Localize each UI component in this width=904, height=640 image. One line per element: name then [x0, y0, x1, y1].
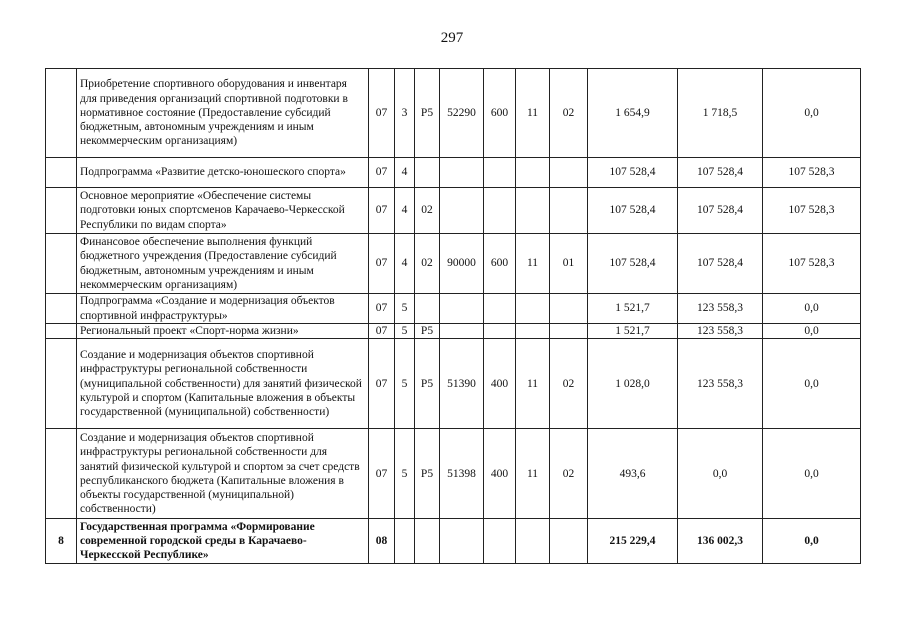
code-subsection — [550, 519, 588, 564]
code-direction: 51398 — [440, 429, 484, 519]
value-year-2: 123 558,3 — [678, 324, 763, 339]
code-section-2 — [516, 158, 550, 188]
value-year-2: 107 528,4 — [678, 234, 763, 294]
table-row — [46, 324, 861, 339]
row-name: Государственная программа «Формирование современной городской среды в Карачаево-Черкесской Республике» — [77, 519, 369, 564]
value-year-1: 107 528,4 — [588, 158, 678, 188]
code-subprogram: 3 — [395, 69, 415, 158]
value-year-2: 123 558,3 — [678, 339, 763, 429]
row-name: Приобретение спортивного оборудования и инвентаря для приведения организаций спортивной подготовки в нормативное состояние (Предоставление субсидий бюджетным, автономным учреждениям и иным некоммерческим организациям) — [77, 69, 369, 158]
code-section: 07 — [369, 324, 395, 339]
code-section: 07 — [369, 69, 395, 158]
budget-table — [45, 68, 861, 564]
code-expense-type — [484, 324, 516, 339]
code-direction: 51390 — [440, 339, 484, 429]
code-subsection — [550, 158, 588, 188]
code-section-2: 11 — [516, 339, 550, 429]
code-expense-type — [484, 519, 516, 564]
row-number — [46, 429, 77, 519]
code-direction — [440, 158, 484, 188]
code-section: 08 — [369, 519, 395, 564]
value-year-3: 0,0 — [763, 519, 861, 564]
code-section-2: 11 — [516, 429, 550, 519]
row-number — [46, 324, 77, 339]
value-year-3: 107 528,3 — [763, 188, 861, 234]
code-subprogram: 4 — [395, 234, 415, 294]
row-number — [46, 69, 77, 158]
code-subsection: 02 — [550, 429, 588, 519]
code-event: 02 — [415, 188, 440, 234]
row-name: Подпрограмма «Создание и модернизация объектов спортивной инфраструктуры» — [77, 294, 369, 324]
code-event — [415, 519, 440, 564]
value-year-3: 0,0 — [763, 294, 861, 324]
code-section: 07 — [369, 294, 395, 324]
value-year-3: 0,0 — [763, 324, 861, 339]
code-event: P5 — [415, 69, 440, 158]
code-section: 07 — [369, 429, 395, 519]
row-name: Создание и модернизация объектов спортивной инфраструктуры региональной собственности для занятий физической культурой и спортом за счет средств республиканского бюджета (Капитальные вложения в объекты государственной (муниципальной) собственности) — [77, 429, 369, 519]
value-year-2: 1 718,5 — [678, 69, 763, 158]
code-event: P5 — [415, 429, 440, 519]
row-name: Подпрограмма «Развитие детско-юношеского спорта» — [77, 158, 369, 188]
code-event: 02 — [415, 234, 440, 294]
code-subsection — [550, 294, 588, 324]
code-subprogram: 5 — [395, 339, 415, 429]
code-event: P5 — [415, 324, 440, 339]
code-direction — [440, 324, 484, 339]
code-event — [415, 158, 440, 188]
code-expense-type — [484, 158, 516, 188]
code-direction: 90000 — [440, 234, 484, 294]
code-subprogram: 5 — [395, 294, 415, 324]
code-direction: 52290 — [440, 69, 484, 158]
row-number — [46, 188, 77, 234]
value-year-2: 107 528,4 — [678, 158, 763, 188]
value-year-1: 215 229,4 — [588, 519, 678, 564]
value-year-1: 107 528,4 — [588, 234, 678, 294]
value-year-1: 1 521,7 — [588, 324, 678, 339]
value-year-3: 0,0 — [763, 339, 861, 429]
value-year-3: 107 528,3 — [763, 158, 861, 188]
code-section: 07 — [369, 339, 395, 429]
code-subsection — [550, 188, 588, 234]
table-row — [46, 158, 861, 188]
code-section-2: 11 — [516, 234, 550, 294]
row-name: Создание и модернизация объектов спортивной инфраструктуры региональной собственности (муниципальной собственности) для занятий физической культурой и спортом (Капитальные вложения в объекты государственной (муниципальной) собственности) — [77, 339, 369, 429]
row-number — [46, 339, 77, 429]
row-number: 8 — [46, 519, 77, 564]
code-subprogram: 5 — [395, 324, 415, 339]
table-row — [46, 234, 861, 294]
code-expense-type — [484, 294, 516, 324]
table-row — [46, 294, 861, 324]
value-year-3: 107 528,3 — [763, 234, 861, 294]
code-section-2 — [516, 294, 550, 324]
code-subprogram — [395, 519, 415, 564]
code-direction — [440, 294, 484, 324]
code-expense-type: 400 — [484, 339, 516, 429]
table-row — [46, 188, 861, 234]
code-subsection: 02 — [550, 339, 588, 429]
code-subprogram: 4 — [395, 188, 415, 234]
code-section-2 — [516, 519, 550, 564]
code-expense-type — [484, 188, 516, 234]
code-section-2 — [516, 324, 550, 339]
code-section: 07 — [369, 158, 395, 188]
value-year-1: 493,6 — [588, 429, 678, 519]
row-name: Финансовое обеспечение выполнения функций бюджетного учреждения (Предоставление субсидий бюджетным, автономным учреждениям и иным некоммерческим организациям) — [77, 234, 369, 294]
code-subsection — [550, 324, 588, 339]
code-subsection: 02 — [550, 69, 588, 158]
code-expense-type: 400 — [484, 429, 516, 519]
value-year-2: 123 558,3 — [678, 294, 763, 324]
code-section-2: 11 — [516, 69, 550, 158]
code-event: P5 — [415, 339, 440, 429]
code-section: 07 — [369, 234, 395, 294]
value-year-3: 0,0 — [763, 429, 861, 519]
row-number — [46, 294, 77, 324]
table-row — [46, 339, 861, 429]
table-row — [46, 69, 861, 158]
code-subprogram: 4 — [395, 158, 415, 188]
code-expense-type: 600 — [484, 234, 516, 294]
code-section: 07 — [369, 188, 395, 234]
row-number — [46, 158, 77, 188]
value-year-1: 1 654,9 — [588, 69, 678, 158]
page-number: 297 — [440, 30, 464, 46]
code-subsection: 01 — [550, 234, 588, 294]
table-row — [46, 429, 861, 519]
code-direction — [440, 188, 484, 234]
row-name: Региональный проект «Спорт-норма жизни» — [77, 324, 369, 339]
value-year-1: 1 521,7 — [588, 294, 678, 324]
value-year-3: 0,0 — [763, 69, 861, 158]
row-number — [46, 234, 77, 294]
code-section-2 — [516, 188, 550, 234]
value-year-2: 107 528,4 — [678, 188, 763, 234]
code-expense-type: 600 — [484, 69, 516, 158]
code-direction — [440, 519, 484, 564]
code-event — [415, 294, 440, 324]
value-year-1: 1 028,0 — [588, 339, 678, 429]
value-year-2: 136 002,3 — [678, 519, 763, 564]
row-name: Основное мероприятие «Обеспечение системы подготовки юных спортсменов Карачаево-Черкесской Республики по видам спорта» — [77, 188, 369, 234]
table-row — [46, 519, 861, 564]
value-year-2: 0,0 — [678, 429, 763, 519]
code-subprogram: 5 — [395, 429, 415, 519]
value-year-1: 107 528,4 — [588, 188, 678, 234]
